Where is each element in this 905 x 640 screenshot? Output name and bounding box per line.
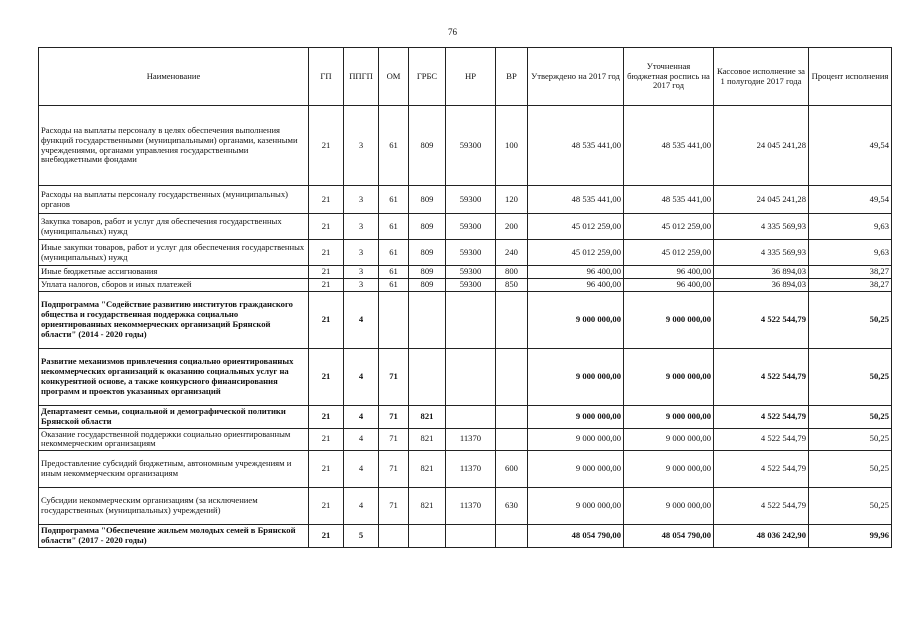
cell-grbs: 821 xyxy=(409,488,446,525)
cell-om: 71 xyxy=(379,348,409,405)
cell-gp: 21 xyxy=(309,278,344,291)
table-row xyxy=(39,278,892,291)
cell-approved: 48 535 441,00 xyxy=(528,186,624,214)
cell-ppgp: 4 xyxy=(344,451,379,488)
cell-grbs xyxy=(409,348,446,405)
cell-gp: 21 xyxy=(309,428,344,451)
header-grbs: ГРБС xyxy=(409,48,446,106)
cell-cash: 4 522 544,79 xyxy=(714,291,809,348)
cell-approved: 45 012 259,00 xyxy=(528,214,624,240)
cell-percent: 49,54 xyxy=(809,106,892,186)
cell-grbs: 809 xyxy=(409,186,446,214)
row-name: Предоставление субсидий бюджетным, автономным учреждениям и иным некоммерческим организациям xyxy=(39,451,309,488)
header-approved: Утверждено на 2017 год xyxy=(528,48,624,106)
cell-nr xyxy=(446,291,496,348)
cell-percent: 38,27 xyxy=(809,266,892,279)
row-name: Иные закупки товаров, работ и услуг для обеспечения государственных (муниципальных) нужд xyxy=(39,240,309,266)
cell-revised: 48 535 441,00 xyxy=(624,106,714,186)
cell-nr: 59300 xyxy=(446,266,496,279)
cell-vr: 800 xyxy=(496,266,528,279)
cell-gp: 21 xyxy=(309,451,344,488)
cell-nr: 11370 xyxy=(446,451,496,488)
cell-approved: 9 000 000,00 xyxy=(528,428,624,451)
cell-grbs: 821 xyxy=(409,428,446,451)
header-cash: Кассовое исполнение за 1 полугодие 2017 года xyxy=(714,48,809,106)
cell-vr xyxy=(496,291,528,348)
cell-om: 71 xyxy=(379,451,409,488)
cell-approved: 9 000 000,00 xyxy=(528,451,624,488)
row-name: Расходы на выплаты персоналу в целях обеспечения выполнения функций государственными (муниципальными) органами, казенными учреждениями, органами управления государственными внебюджетными фондами xyxy=(39,106,309,186)
cell-gp: 21 xyxy=(309,348,344,405)
cell-revised: 48 054 790,00 xyxy=(624,525,714,548)
cell-ppgp: 3 xyxy=(344,214,379,240)
page-number: 76 xyxy=(448,27,457,37)
cell-grbs: 809 xyxy=(409,106,446,186)
cell-ppgp: 4 xyxy=(344,488,379,525)
cell-revised: 9 000 000,00 xyxy=(624,488,714,525)
cell-percent: 50,25 xyxy=(809,428,892,451)
cell-nr: 59300 xyxy=(446,240,496,266)
cell-gp: 21 xyxy=(309,291,344,348)
cell-om: 61 xyxy=(379,106,409,186)
cell-approved: 45 012 259,00 xyxy=(528,240,624,266)
cell-om: 61 xyxy=(379,266,409,279)
table-row xyxy=(39,240,892,266)
cell-cash: 36 894,03 xyxy=(714,278,809,291)
cell-gp: 21 xyxy=(309,240,344,266)
cell-ppgp: 3 xyxy=(344,240,379,266)
cell-approved: 96 400,00 xyxy=(528,266,624,279)
cell-cash: 4 522 544,79 xyxy=(714,488,809,525)
cell-cash: 24 045 241,28 xyxy=(714,106,809,186)
cell-percent: 50,25 xyxy=(809,348,892,405)
table-row xyxy=(39,428,892,451)
cell-revised: 45 012 259,00 xyxy=(624,240,714,266)
cell-grbs xyxy=(409,525,446,548)
cell-revised: 9 000 000,00 xyxy=(624,291,714,348)
cell-om: 61 xyxy=(379,186,409,214)
cell-nr: 11370 xyxy=(446,428,496,451)
cell-om: 71 xyxy=(379,488,409,525)
cell-revised: 96 400,00 xyxy=(624,266,714,279)
cell-revised: 9 000 000,00 xyxy=(624,405,714,428)
cell-ppgp: 3 xyxy=(344,266,379,279)
cell-approved: 9 000 000,00 xyxy=(528,291,624,348)
cell-om: 71 xyxy=(379,428,409,451)
row-name: Закупка товаров, работ и услуг для обеспечения государственных (муниципальных) нужд xyxy=(39,214,309,240)
cell-vr: 100 xyxy=(496,106,528,186)
cell-gp: 21 xyxy=(309,405,344,428)
table-row xyxy=(39,525,892,548)
header-revised: Уточненная бюджетная роспись на 2017 год xyxy=(624,48,714,106)
cell-nr xyxy=(446,405,496,428)
header-percent: Процент исполнения xyxy=(809,48,892,106)
cell-percent: 38,27 xyxy=(809,278,892,291)
cell-approved: 9 000 000,00 xyxy=(528,488,624,525)
cell-vr xyxy=(496,405,528,428)
cell-nr: 59300 xyxy=(446,214,496,240)
cell-vr: 200 xyxy=(496,214,528,240)
cell-nr: 59300 xyxy=(446,186,496,214)
row-name: Субсидии некоммерческим организациям (за исключением государственных (муниципальных) учреждений) xyxy=(39,488,309,525)
cell-om: 61 xyxy=(379,240,409,266)
table-row xyxy=(39,348,892,405)
budget-table xyxy=(38,47,892,548)
cell-ppgp: 5 xyxy=(344,525,379,548)
cell-grbs: 809 xyxy=(409,266,446,279)
cell-grbs: 809 xyxy=(409,214,446,240)
cell-vr: 600 xyxy=(496,451,528,488)
row-name: Подпрограмма "Содействие развитию институтов гражданского общества и государственная поддержка социально ориентированных некоммерческих организаций Брянской области" (2014 - 2020 годы) xyxy=(39,291,309,348)
cell-revised: 9 000 000,00 xyxy=(624,451,714,488)
cell-cash: 4 522 544,79 xyxy=(714,451,809,488)
cell-nr xyxy=(446,525,496,548)
cell-om xyxy=(379,525,409,548)
cell-ppgp: 4 xyxy=(344,348,379,405)
cell-revised: 45 012 259,00 xyxy=(624,214,714,240)
cell-revised: 9 000 000,00 xyxy=(624,348,714,405)
cell-vr: 120 xyxy=(496,186,528,214)
cell-om: 61 xyxy=(379,214,409,240)
header-row xyxy=(39,48,892,106)
cell-nr: 59300 xyxy=(446,106,496,186)
cell-percent: 50,25 xyxy=(809,291,892,348)
cell-grbs: 821 xyxy=(409,405,446,428)
cell-ppgp: 4 xyxy=(344,428,379,451)
cell-percent: 50,25 xyxy=(809,488,892,525)
cell-nr: 59300 xyxy=(446,278,496,291)
table-row xyxy=(39,405,892,428)
cell-om: 61 xyxy=(379,278,409,291)
cell-grbs xyxy=(409,291,446,348)
cell-vr: 850 xyxy=(496,278,528,291)
table-row xyxy=(39,488,892,525)
cell-percent: 9,63 xyxy=(809,214,892,240)
cell-revised: 48 535 441,00 xyxy=(624,186,714,214)
header-vr: ВР xyxy=(496,48,528,106)
cell-cash: 24 045 241,28 xyxy=(714,186,809,214)
cell-approved: 9 000 000,00 xyxy=(528,405,624,428)
cell-vr xyxy=(496,525,528,548)
row-name: Департамент семьи, социальной и демографической политики Брянской области xyxy=(39,405,309,428)
table-row xyxy=(39,106,892,186)
cell-approved: 96 400,00 xyxy=(528,278,624,291)
table-row xyxy=(39,214,892,240)
cell-cash: 4 335 569,93 xyxy=(714,240,809,266)
header-name: Наименование xyxy=(39,48,309,106)
cell-approved: 48 535 441,00 xyxy=(528,106,624,186)
header-nr: НР xyxy=(446,48,496,106)
header-gp: ГП xyxy=(309,48,344,106)
cell-vr xyxy=(496,348,528,405)
cell-om xyxy=(379,291,409,348)
cell-vr: 240 xyxy=(496,240,528,266)
row-name: Расходы на выплаты персоналу государственных (муниципальных) органов xyxy=(39,186,309,214)
cell-grbs: 809 xyxy=(409,278,446,291)
cell-gp: 21 xyxy=(309,106,344,186)
cell-gp: 21 xyxy=(309,214,344,240)
cell-approved: 9 000 000,00 xyxy=(528,348,624,405)
cell-om: 71 xyxy=(379,405,409,428)
cell-cash: 36 894,03 xyxy=(714,266,809,279)
cell-vr xyxy=(496,428,528,451)
row-name: Подпрограмма "Обеспечение жильем молодых семей в Брянской области" (2017 - 2020 годы) xyxy=(39,525,309,548)
cell-gp: 21 xyxy=(309,525,344,548)
cell-vr: 630 xyxy=(496,488,528,525)
table-row xyxy=(39,186,892,214)
cell-revised: 96 400,00 xyxy=(624,278,714,291)
cell-cash: 48 036 242,90 xyxy=(714,525,809,548)
cell-percent: 49,54 xyxy=(809,186,892,214)
cell-ppgp: 3 xyxy=(344,278,379,291)
row-name: Уплата налогов, сборов и иных платежей xyxy=(39,278,309,291)
row-name: Оказание государственной поддержки социально ориентированным некоммерческим организациям xyxy=(39,428,309,451)
table-row xyxy=(39,291,892,348)
cell-ppgp: 4 xyxy=(344,405,379,428)
table-row xyxy=(39,451,892,488)
cell-gp: 21 xyxy=(309,488,344,525)
cell-percent: 50,25 xyxy=(809,451,892,488)
header-om: ОМ xyxy=(379,48,409,106)
row-name: Иные бюджетные ассигнования xyxy=(39,266,309,279)
table-row xyxy=(39,266,892,279)
cell-revised: 9 000 000,00 xyxy=(624,428,714,451)
cell-ppgp: 4 xyxy=(344,291,379,348)
cell-grbs: 821 xyxy=(409,451,446,488)
header-ppgp: ППГП xyxy=(344,48,379,106)
cell-approved: 48 054 790,00 xyxy=(528,525,624,548)
cell-nr: 11370 xyxy=(446,488,496,525)
cell-percent: 99,96 xyxy=(809,525,892,548)
cell-ppgp: 3 xyxy=(344,186,379,214)
cell-percent: 9,63 xyxy=(809,240,892,266)
cell-nr xyxy=(446,348,496,405)
cell-gp: 21 xyxy=(309,266,344,279)
cell-cash: 4 335 569,93 xyxy=(714,214,809,240)
cell-cash: 4 522 544,79 xyxy=(714,428,809,451)
cell-ppgp: 3 xyxy=(344,106,379,186)
cell-percent: 50,25 xyxy=(809,405,892,428)
cell-grbs: 809 xyxy=(409,240,446,266)
cell-gp: 21 xyxy=(309,186,344,214)
row-name: Развитие механизмов привлечения социально ориентированных некоммерческих организаций к оказанию социальных услуг на конкурентной основе, а также конкурсного финансирования программ и проектов указанных организаций xyxy=(39,348,309,405)
cell-cash: 4 522 544,79 xyxy=(714,405,809,428)
cell-cash: 4 522 544,79 xyxy=(714,348,809,405)
